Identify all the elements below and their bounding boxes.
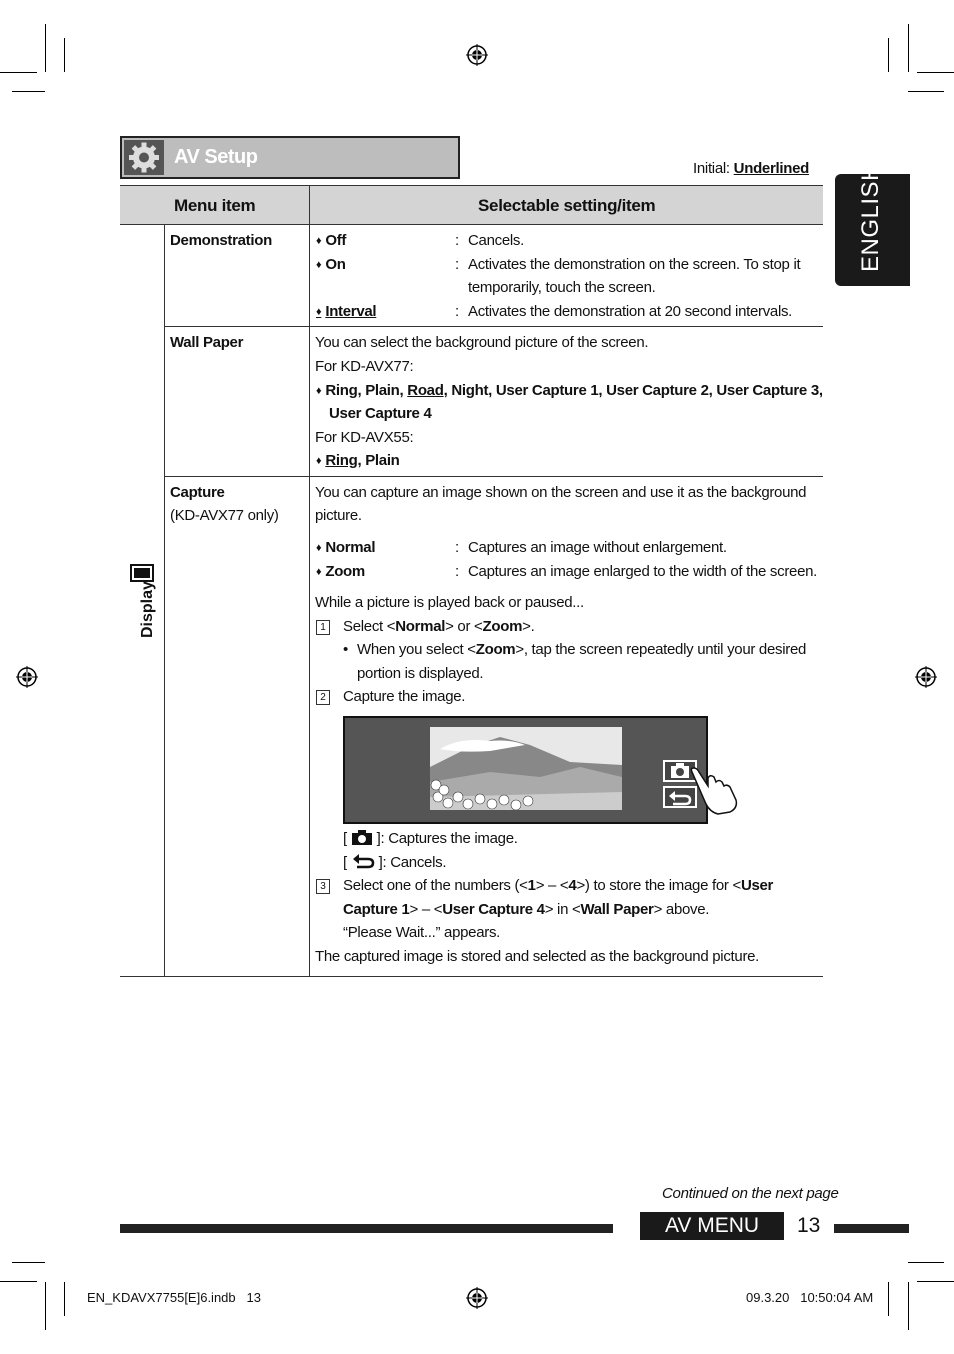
option-text: Ring, Plain, [325,382,408,399]
initial-label: Initial: [693,160,730,177]
option-default: Ring [325,452,358,469]
option-text: , Night, User Capture 1, User Capture 2, User Capture 3, [443,382,823,399]
crop-mark [888,1282,889,1316]
colon: : [455,539,460,556]
option-on-desc: temporarily, touch the screen. [468,279,656,296]
wallpaper-avx55-label: For KD-AVX55: [315,429,414,446]
step-number: 2 [316,690,330,705]
section-header [120,136,460,179]
table-border [164,326,823,327]
text: >, tap the screen repeatedly until your desired [515,641,807,658]
crop-mark [0,72,37,73]
option-off: ♦ Off [316,232,346,249]
table-border [120,185,823,186]
screen-illustration [343,716,708,824]
text: >) to store the image for < [576,877,741,894]
colon: : [455,256,460,273]
text: 1 [527,877,536,894]
crop-mark [12,91,45,92]
landscape-picture [430,727,622,810]
continued-note: Continued on the next page [662,1185,839,1202]
capture-intro: picture. [315,507,362,524]
crop-mark [917,1281,954,1282]
text: Normal [395,618,446,635]
text: User [740,877,774,894]
text: > – < [409,901,443,918]
crop-mark [908,1262,944,1263]
crop-mark [917,72,954,73]
page-number: 13 [797,1214,821,1237]
option-zoom-desc: Captures an image enlarged to the width of the screen. [468,563,818,580]
return-icon [351,854,375,869]
footer-section: AV MENU [640,1212,784,1240]
crop-mark [908,24,909,72]
wallpaper-avx77-options: User Capture 4 [329,405,432,422]
text: > or < [445,618,483,635]
capture-intro: You can capture an image shown on the screen and use it as the background [315,484,807,501]
option-interval-desc: Activates the demonstration at 20 second intervals. [468,303,793,320]
option-normal: ♦ Normal [316,539,375,556]
text: When you select < [357,641,476,658]
capture-note: (KD-AVX77 only) [170,507,279,524]
column-header-selectable: Selectable setting/item [478,196,656,215]
file-info: EN_KDAVX7755[E]6.indb 13 [87,1290,261,1305]
option-text: , Plain [357,452,400,469]
text: ]: Captures the image. [376,830,518,847]
step2-text: Capture the image. [343,688,466,705]
menu-item-demonstration: Demonstration [170,232,272,249]
legend-capture [343,830,518,847]
wallpaper-avx55-options [316,452,400,469]
step-number: 1 [316,620,330,635]
column-header-menu-item: Menu item [174,196,256,215]
camera-icon [351,830,373,845]
text: [ [343,830,347,847]
table-border [120,224,823,225]
registration-mark-icon [16,666,38,688]
step1-bullet: portion is displayed. [357,665,484,682]
text: 4 [568,877,577,894]
registration-mark-icon [915,666,937,688]
hand-pointer-icon [688,764,740,816]
wallpaper-avx77-options [316,382,823,399]
option-interval: ♦ Interval [316,303,376,320]
menu-item-wallpaper: Wall Paper [170,334,244,351]
registration-mark-icon [466,44,488,66]
step3-wait: “Please Wait...” appears. [343,924,501,941]
crop-mark [908,1282,909,1330]
gear-icon [124,140,164,175]
text: Capture 1 [343,901,410,918]
text: Select < [343,618,396,635]
step-number: 3 [316,879,330,894]
category-label: Display [139,581,156,638]
crop-mark [64,1282,65,1316]
footer-bar [834,1224,909,1233]
option-zoom: ♦ Zoom [316,563,365,580]
initial-note [693,160,809,177]
bullet-dot: • [343,641,348,658]
step1-text [343,618,534,635]
colon: : [455,232,460,249]
capture-result: The captured image is stored and selected as the background picture. [315,948,760,965]
step1-bullet [357,641,806,658]
table-border [120,976,823,977]
wallpaper-intro: You can select the background picture of the screen. [315,334,649,351]
legend-cancel [343,854,446,871]
crop-mark [45,24,46,72]
table-border [164,224,165,976]
text: > above. [653,901,710,918]
crop-mark [888,38,889,72]
crop-mark [64,38,65,72]
crop-mark [908,91,944,92]
text: > – < [535,877,569,894]
text: Select one of the numbers (< [343,877,528,894]
text: Zoom [475,641,516,658]
table-border [164,476,823,477]
colon: : [455,563,460,580]
display-icon [130,564,154,582]
crop-mark [0,1281,37,1282]
crop-mark [12,1262,45,1263]
capture-while: While a picture is played back or paused... [315,594,584,611]
text: User Capture 4 [442,901,545,918]
colon: : [455,303,460,320]
wallpaper-avx77-label: For KD-AVX77: [315,358,414,375]
step3-text [343,901,709,918]
crop-mark [45,1282,46,1330]
step3-text [343,877,773,894]
text: > in < [544,901,581,918]
option-normal-desc: Captures an image without enlargement. [468,539,727,556]
text: Zoom [482,618,523,635]
option-default: Road [407,382,444,399]
initial-value: Underlined [733,160,810,177]
text: ]: Cancels. [378,854,447,871]
text: Wall Paper [580,901,654,918]
text: >. [522,618,535,635]
text: [ [343,854,347,871]
registration-mark-icon [466,1287,488,1309]
option-off-desc: Cancels. [468,232,524,249]
footer-bar [120,1224,613,1233]
language-tab [835,163,910,286]
option-on-desc: Activates the demonstration on the screen. To stop it [468,256,801,273]
table-border [309,185,310,976]
language-label: ENGLISH [857,163,884,272]
section-title: AV Setup [174,146,258,168]
menu-item-capture: Capture [170,484,225,501]
option-on: ♦ On [316,256,346,273]
timestamp: 09.3.20 10:50:04 AM [746,1290,874,1305]
